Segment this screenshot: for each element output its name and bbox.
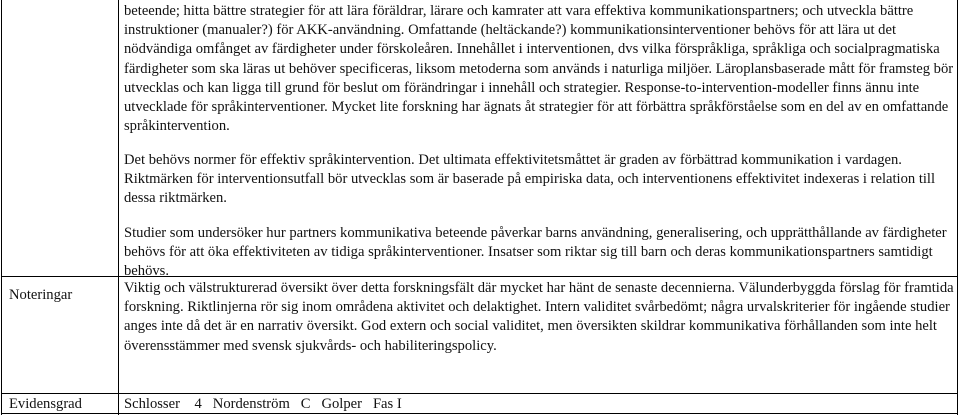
evidence-source-3: Golper	[321, 396, 362, 412]
evidence-source-2: Nordenström	[212, 396, 290, 412]
evidence-values	[124, 395, 954, 414]
notes-text: Viktig och välstrukturerad översikt över detta forskningsfält där mycket har hänt de senaste decennierna. Välunderbyggda förslag för framtida forskning. Riktlinjerna rör sig inom områdena aktivitet och delaktighet. Intern validitet svårbedömt; några urvalskriterier för ingående studier anges inte då det är en narrativ översikt. God extern och social validitet, men översikten skildrar kommunikativa förhållanden som inte helt överensstämmer med svensk sjukvårds- och habiliteringspolicy.	[124, 280, 954, 354]
main-paragraph-3: Studier som undersöker hur partners kommunikativa beteende påverkar barns användning, generalisering, och upprätthållande av färdigheter behövs för att öka effektiviteten av tidiga språkinterventioner. Insatser som riktar sig till barn och deras kommunikationspartners samtidigt behövs.	[124, 225, 947, 280]
table-border-right	[957, 0, 958, 415]
row-divider-evidence	[1, 393, 958, 394]
column-divider	[118, 0, 119, 415]
notes-label: Noteringar	[9, 287, 73, 303]
evidence-grade-3: Fas I	[372, 396, 402, 412]
main-paragraph-1: beteende; hitta bättre strategier för att lära föräldrar, lärare och kamrater att vara effektiva kommunikationspartners; och utveckla bättre instruktioner (manualer?) för AKK-användning. Omfattande (heltäckande?) kommunikationsinterventioner behövs för att lära ut det nödvändiga omfånget av färdigheter under förskoleåren. Innehållet i interventionen, dvs vilka förspråkliga, språkliga och socialpragmatiska färdigheter som ska läras ut behöver specificeras, liksom metoderna som används i naturliga miljöer. Läroplansbaserade mått för framsteg bör utvecklas och kan ligga till grund för beslut om förändringar i innehåll och strategier. Response-to-intervention-modeller finns ännu inte utvecklade för språkinterventioner. Mycket lite forskning har ägnats åt strategier för att förbättra språkförståelse som en del av en omfattande språkintervention.	[124, 3, 954, 135]
table-border-left	[1, 0, 2, 415]
evidence-grade-1: 4	[194, 396, 202, 412]
evidence-label: Evidensgrad	[9, 396, 82, 412]
evidence-grade-2: C	[300, 396, 311, 412]
main-paragraph-2: Det behövs normer för effektiv språkintervention. Det ultimata effektivitetsmåttet är graden av förbättrad kommunikation i vardagen. Riktmärken för interventionsutfall bör utvecklas som är baserade på empiriska data, och interventionens effektivitet indexeras i relation till dessa riktmärken.	[124, 152, 936, 207]
evidence-source-1: Schlosser	[124, 396, 180, 412]
